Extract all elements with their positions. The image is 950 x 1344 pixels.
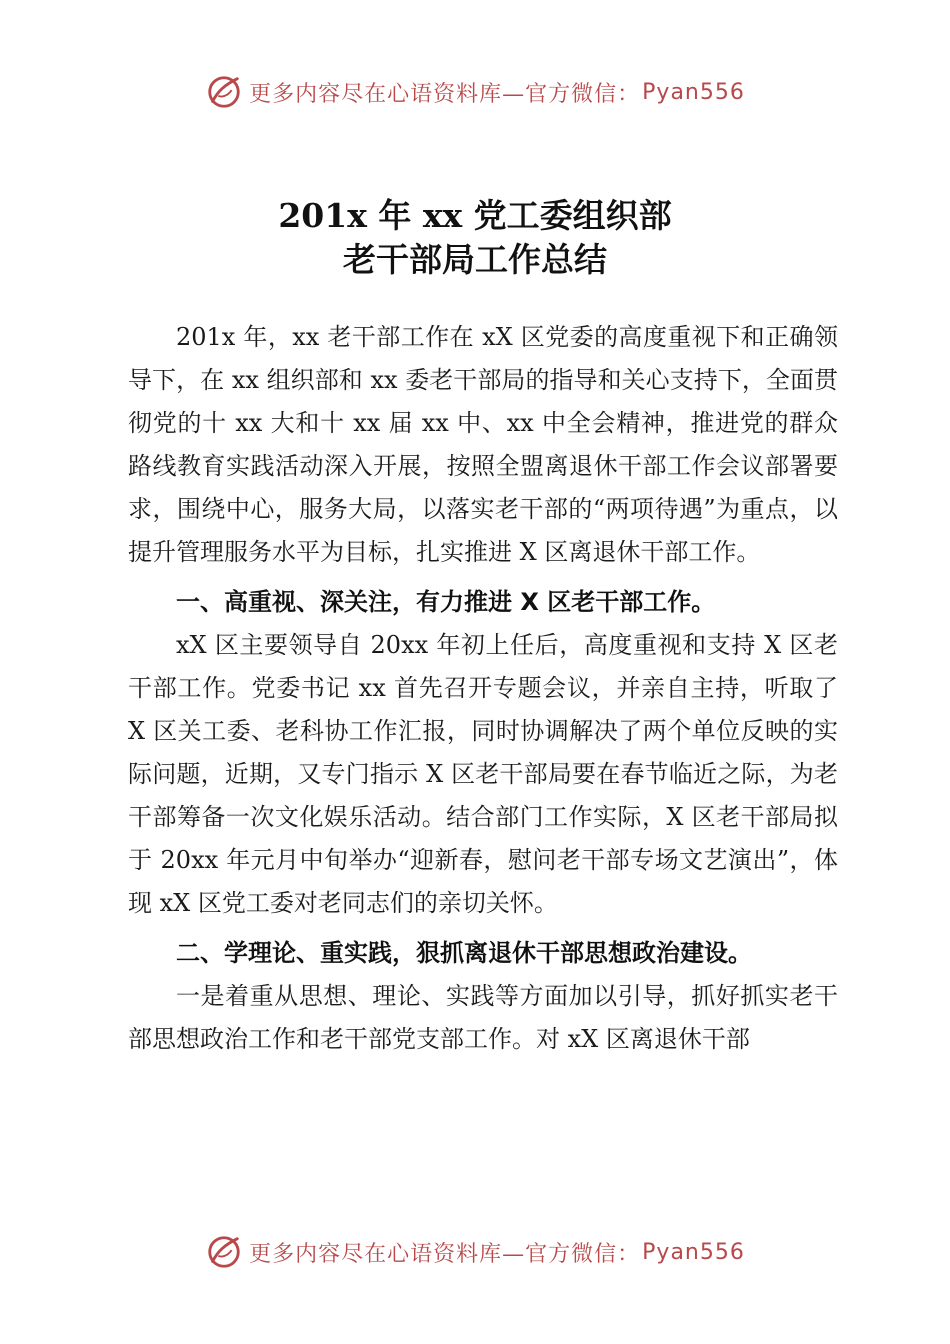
intro-paragraph: 201x 年，xx 老干部工作在 xX 区党委的高度重视下和正确领导下，在 xx 组织部和 xx 委老干部局的指导和关心支持下，全面贯彻党的十 xx 大和十 xx 届 xx 中、xx 中全会精神，推进党的群众路线教育实践活动深入开展，按照全盟离退休干部工作会议部署要求，围绕中心，服务大局，以落实老干部的“两项待遇”为重点，以提升管理服务水平为目标，扎实推进 X 区离退休干部工作。 <box>128 323 838 566</box>
red-seal-logo-icon <box>205 1233 243 1271</box>
document-title-line2: 老干部局工作总结 <box>343 240 607 279</box>
section1-heading: 一、高重视、深关注，有力推进 X 区老干部工作。 <box>176 588 716 616</box>
section1-paragraph: xX 区主要领导自 20xx 年初上任后，高度重视和支持 X 区老干部工作。党委书记 xx 首先召开专题会议，并亲自主持，听取了 X 区关工委、老科协工作汇报，同时协调解决了两个单位反映的实际问题，近期，又专门指示 X 区老干部局要在春节临近之际，为老干部筹备一次文化娱乐活动。结合部门工作实际，X 区老干部局拟于 20xx 年元月中旬举办“迎新春，慰问老干部专场文艺演出”，体现 xX 区党工委对老同志们的亲切关怀。 <box>128 631 838 917</box>
document-body <box>128 316 838 1061</box>
banner-text: 更多内容尽在心语资料库—官方微信： <box>249 1241 641 1267</box>
document-title-line1: 201x 年 xx 党工委组织部 <box>278 196 672 235</box>
banner-text: 更多内容尽在心语资料库—官方微信： <box>249 81 641 107</box>
banner-wechat-id: Pyan556 <box>642 1239 745 1265</box>
red-seal-logo-icon <box>205 73 243 111</box>
footer-watermark-banner <box>0 1230 950 1274</box>
banner-wechat-id: Pyan556 <box>642 79 745 105</box>
section2-heading: 二、学理论、重实践，狠抓离退休干部思想政治建设。 <box>176 939 752 967</box>
header-watermark-banner <box>0 70 950 114</box>
section2-paragraph: 一是着重从思想、理论、实践等方面加以引导，抓好抓实老干部思想政治工作和老干部党支部工作。对 xX 区离退休干部 <box>128 982 838 1053</box>
